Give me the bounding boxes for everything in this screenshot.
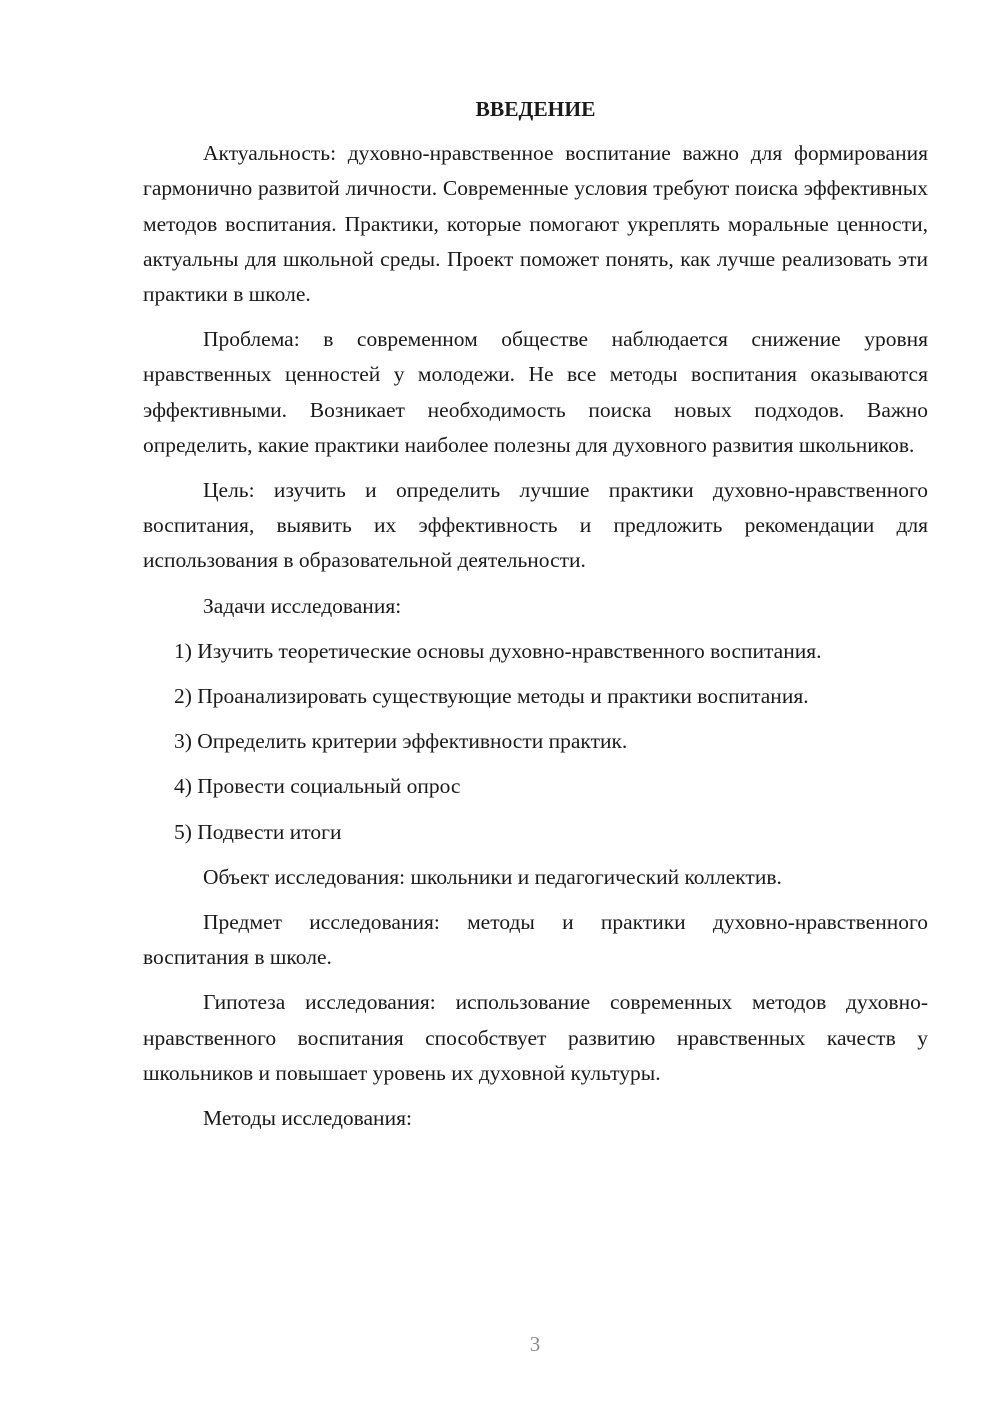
goal-paragraph: Цель: изучить и определить лучшие практики духовно-нравственного воспитания, выявить их эффективность и предложить рекомендации для использования в образовательной деятельности. [143,478,928,573]
list-item: 1) Изучить теоретические основы духовно-нравственного воспитания. [174,638,822,663]
list-item: 5) Подвести итоги [174,819,342,844]
page-number: 3 [529,1332,541,1356]
subject-paragraph: Предмет исследования: методы и практики духовно-нравственного воспитания в школе. [143,910,928,970]
hypothesis-paragraph: Гипотеза исследования: использование современных методов духовно-нравственного воспитания способствует развитию нравственных качеств у школьников и повышает уровень их духовной культуры. [143,990,928,1085]
problem-paragraph: Проблема: в современном обществе наблюдается снижение уровня нравственных ценностей у молодежи. Не все методы воспитания оказываются эффективными. Возникает необходимость поиска новых подходов. Важно определить, какие практики наиболее полезны для духовного развития школьников. [143,327,928,457]
page-title: ВВЕДЕНИЕ [475,97,596,121]
tasks-heading: Задачи исследования: [203,593,402,618]
document-page [143,92,928,1146]
list-item: 2) Проанализировать существующие методы и практики воспитания. [174,684,809,709]
relevance-paragraph: Актуальность: духовно-нравственное воспитание важно для формирования гармонично развитой личности. Современные условия требуют поиска эффективных методов воспитания. Практики, которые помогают укреплять моральные ценности, актуальны для школьной среды. Проект поможет понять, как лучше реализовать эти практики в школе. [143,141,928,307]
methods-heading: Методы исследования: [203,1106,412,1131]
list-item: 3) Определить критерии эффективности практик. [174,729,628,754]
list-item: 4) Провести социальный опрос [174,774,461,799]
object-paragraph: Объект исследования: школьники и педагогический коллектив. [203,864,782,889]
